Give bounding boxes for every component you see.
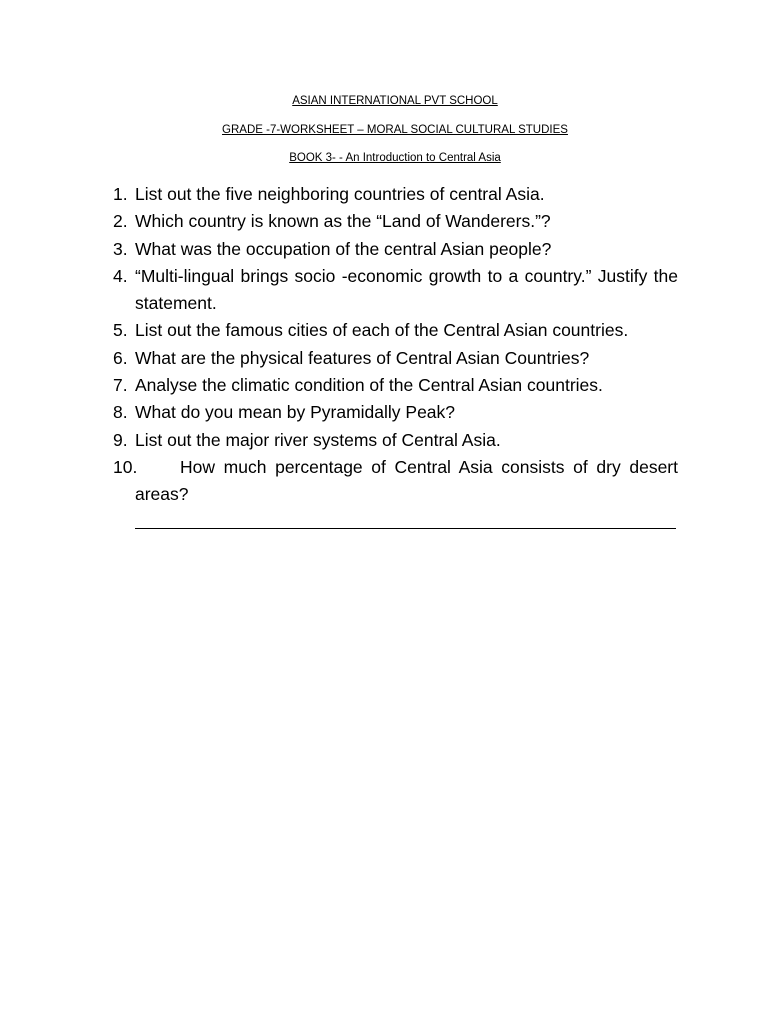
question-number: 7. [113,375,128,396]
question-number: 5. [113,320,128,341]
question-number: 9. [113,429,128,450]
question-text: “Multi-lingual brings socio -economic growth to a country.” Justify the statement. [135,265,678,314]
question-item [110,399,678,426]
question-text: What do you mean by Pyramidally Peak? [135,402,456,423]
question-number: 4. [113,265,128,286]
question-item [110,317,678,344]
question-text: How much percentage of Central Asia consists of dry desert areas? [135,456,678,505]
question-text: Which country is known as the “Land of Wanderers.”? [135,211,551,232]
question-item [110,236,678,263]
question-item [110,454,678,509]
question-text: List out the major river systems of Central Asia. [135,429,501,450]
question-text: What are the physical features of Central Asian Countries? [135,347,590,368]
question-item [110,181,678,208]
question-text: List out the famous cities of each of the Central Asian countries. [135,320,629,341]
question-text: List out the five neighboring countries of central Asia. [135,184,545,204]
question-number: 10. [113,456,138,477]
question-list [110,181,678,509]
question-number: 6. [113,347,128,368]
worksheet-title-heading: GRADE -7-WORKSHEET – MORAL SOCIAL CULTURAL STUDIES [222,124,568,136]
question-item [110,372,678,399]
question-text: Analyse the climatic condition of the Central Asian countries. [135,375,603,396]
book-title-heading: BOOK 3- - An Introduction to Central Asia [289,152,501,164]
school-name-heading: ASIAN INTERNATIONAL PVT SCHOOL [292,95,498,107]
answer-line [135,528,676,529]
question-item [110,427,678,454]
question-item [110,345,678,372]
question-number: 2. [113,211,128,232]
question-number: 8. [113,402,128,423]
question-item [110,263,678,318]
question-text: What was the occupation of the central Asian people? [135,238,552,259]
question-number: 3. [113,238,128,259]
question-item [110,208,678,235]
question-number: 1. [113,184,128,204]
